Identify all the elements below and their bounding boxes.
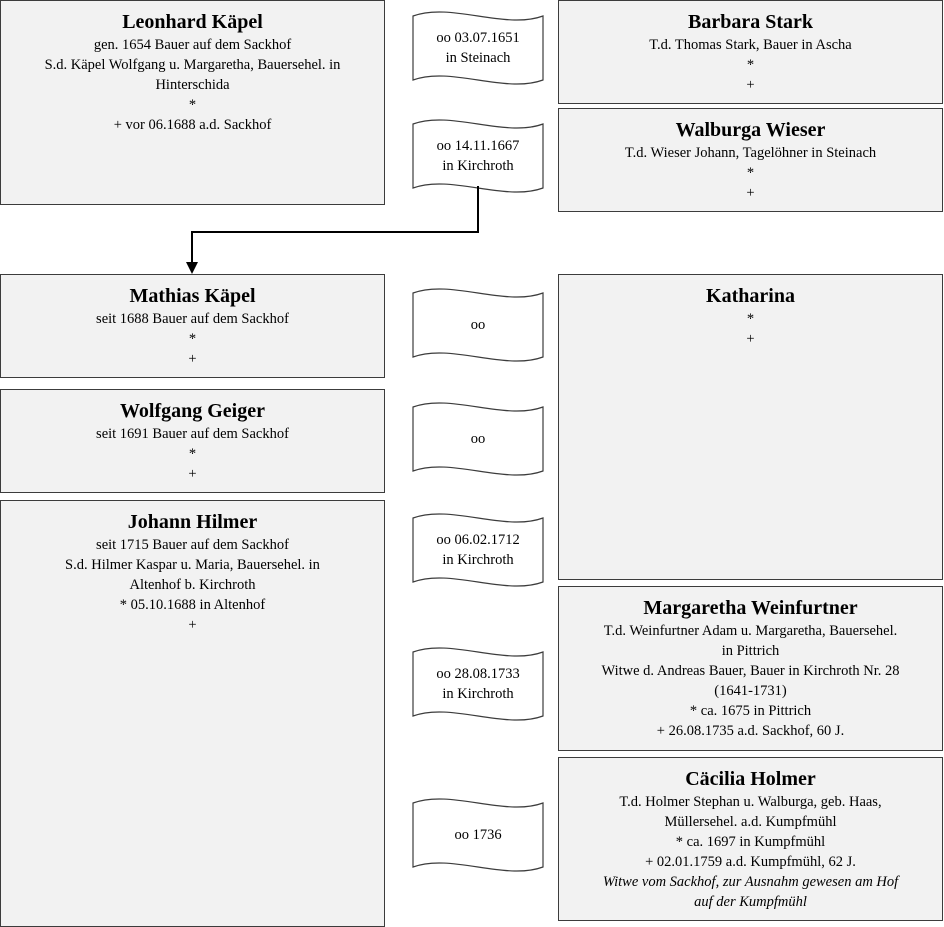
person-death: + vor 06.1688 a.d. Sackhof — [113, 117, 272, 133]
person-name: Wolfgang Geiger — [120, 400, 265, 422]
arrow-down-icon — [186, 262, 198, 274]
person-detail: (1641-1731) — [714, 683, 787, 699]
person-birth: * ca. 1675 in Pittrich — [689, 703, 812, 719]
marriage-date: oo 03.07.1651 — [436, 30, 520, 46]
person-detail: seit 1715 Bauer auf dem Sackhof — [96, 537, 289, 553]
person-birth: * — [188, 446, 197, 462]
person-note: auf der Kumpfmühl — [694, 894, 807, 910]
person-death: + 02.01.1759 a.d. Kumpfmühl, 62 J. — [645, 854, 856, 870]
person-detail: Hinterschida — [155, 77, 230, 93]
marriage-date: oo — [470, 317, 486, 333]
marriage-place: in Kirchroth — [442, 552, 514, 568]
person-name: Mathias Käpel — [129, 285, 256, 307]
person-detail: S.d. Hilmer Kaspar u. Maria, Bauersehel. in — [65, 557, 320, 573]
person-name: Johann Hilmer — [127, 511, 258, 533]
marriage-date: oo — [470, 431, 486, 447]
person-name: Cäcilia Holmer — [685, 768, 816, 790]
descent-line — [192, 186, 478, 264]
person-detail: in Pittrich — [721, 643, 780, 659]
person-note: Witwe vom Sackhof, zur Ausnahm gewesen am Hof — [602, 874, 899, 890]
marriage-date: oo 1736 — [454, 827, 502, 843]
marriage-place: in Kirchroth — [442, 686, 514, 702]
person-death: + — [746, 331, 755, 347]
person-detail: T.d. Weinfurtner Adam u. Margaretha, Bauersehel. — [603, 623, 898, 639]
person-name: Walburga Wieser — [675, 119, 826, 141]
person-detail: seit 1691 Bauer auf dem Sackhof — [96, 426, 289, 442]
person-detail: Witwe d. Andreas Bauer, Bauer in Kirchroth Nr. 28 — [601, 663, 900, 679]
person-birth: * — [188, 331, 197, 347]
person-death: + — [188, 351, 197, 367]
marriage-date: oo 14.11.1667 — [436, 138, 520, 154]
person-name: Leonhard Käpel — [122, 11, 263, 33]
person-birth: * — [746, 311, 755, 327]
person-detail: T.d. Thomas Stark, Bauer in Ascha — [649, 37, 852, 53]
person-death: + 26.08.1735 a.d. Sackhof, 60 J. — [656, 723, 845, 739]
person-death: + — [746, 185, 755, 201]
person-birth: * ca. 1697 in Kumpfmühl — [675, 834, 826, 850]
person-death: + — [188, 617, 197, 633]
person-name: Katharina — [706, 285, 795, 307]
person-birth: * — [746, 57, 755, 73]
person-detail: gen. 1654 Bauer auf dem Sackhof — [93, 37, 292, 53]
person-birth: * — [746, 165, 755, 181]
person-death: + — [188, 466, 197, 482]
person-birth: * 05.10.1688 in Altenhof — [119, 597, 266, 613]
marriage-place: in Kirchroth — [442, 158, 514, 174]
person-name: Barbara Stark — [688, 11, 813, 33]
person-name: Margaretha Weinfurtner — [643, 597, 858, 619]
marriage-place: in Steinach — [445, 50, 511, 66]
person-detail: S.d. Käpel Wolfgang u. Margaretha, Bauersehel. in — [44, 57, 341, 73]
marriage-date: oo 06.02.1712 — [436, 532, 520, 548]
person-detail: T.d. Holmer Stephan u. Walburga, geb. Haas, — [619, 794, 882, 810]
person-detail: T.d. Wieser Johann, Tagelöhner in Steinach — [624, 145, 877, 161]
person-detail: seit 1688 Bauer auf dem Sackhof — [96, 311, 289, 327]
person-detail: Altenhof b. Kirchroth — [129, 577, 256, 593]
person-death: + — [746, 77, 755, 93]
person-detail: Müllersehel. a.d. Kumpfmühl — [664, 814, 837, 830]
person-birth: * — [188, 97, 197, 113]
marriage-date: oo 28.08.1733 — [436, 666, 520, 682]
